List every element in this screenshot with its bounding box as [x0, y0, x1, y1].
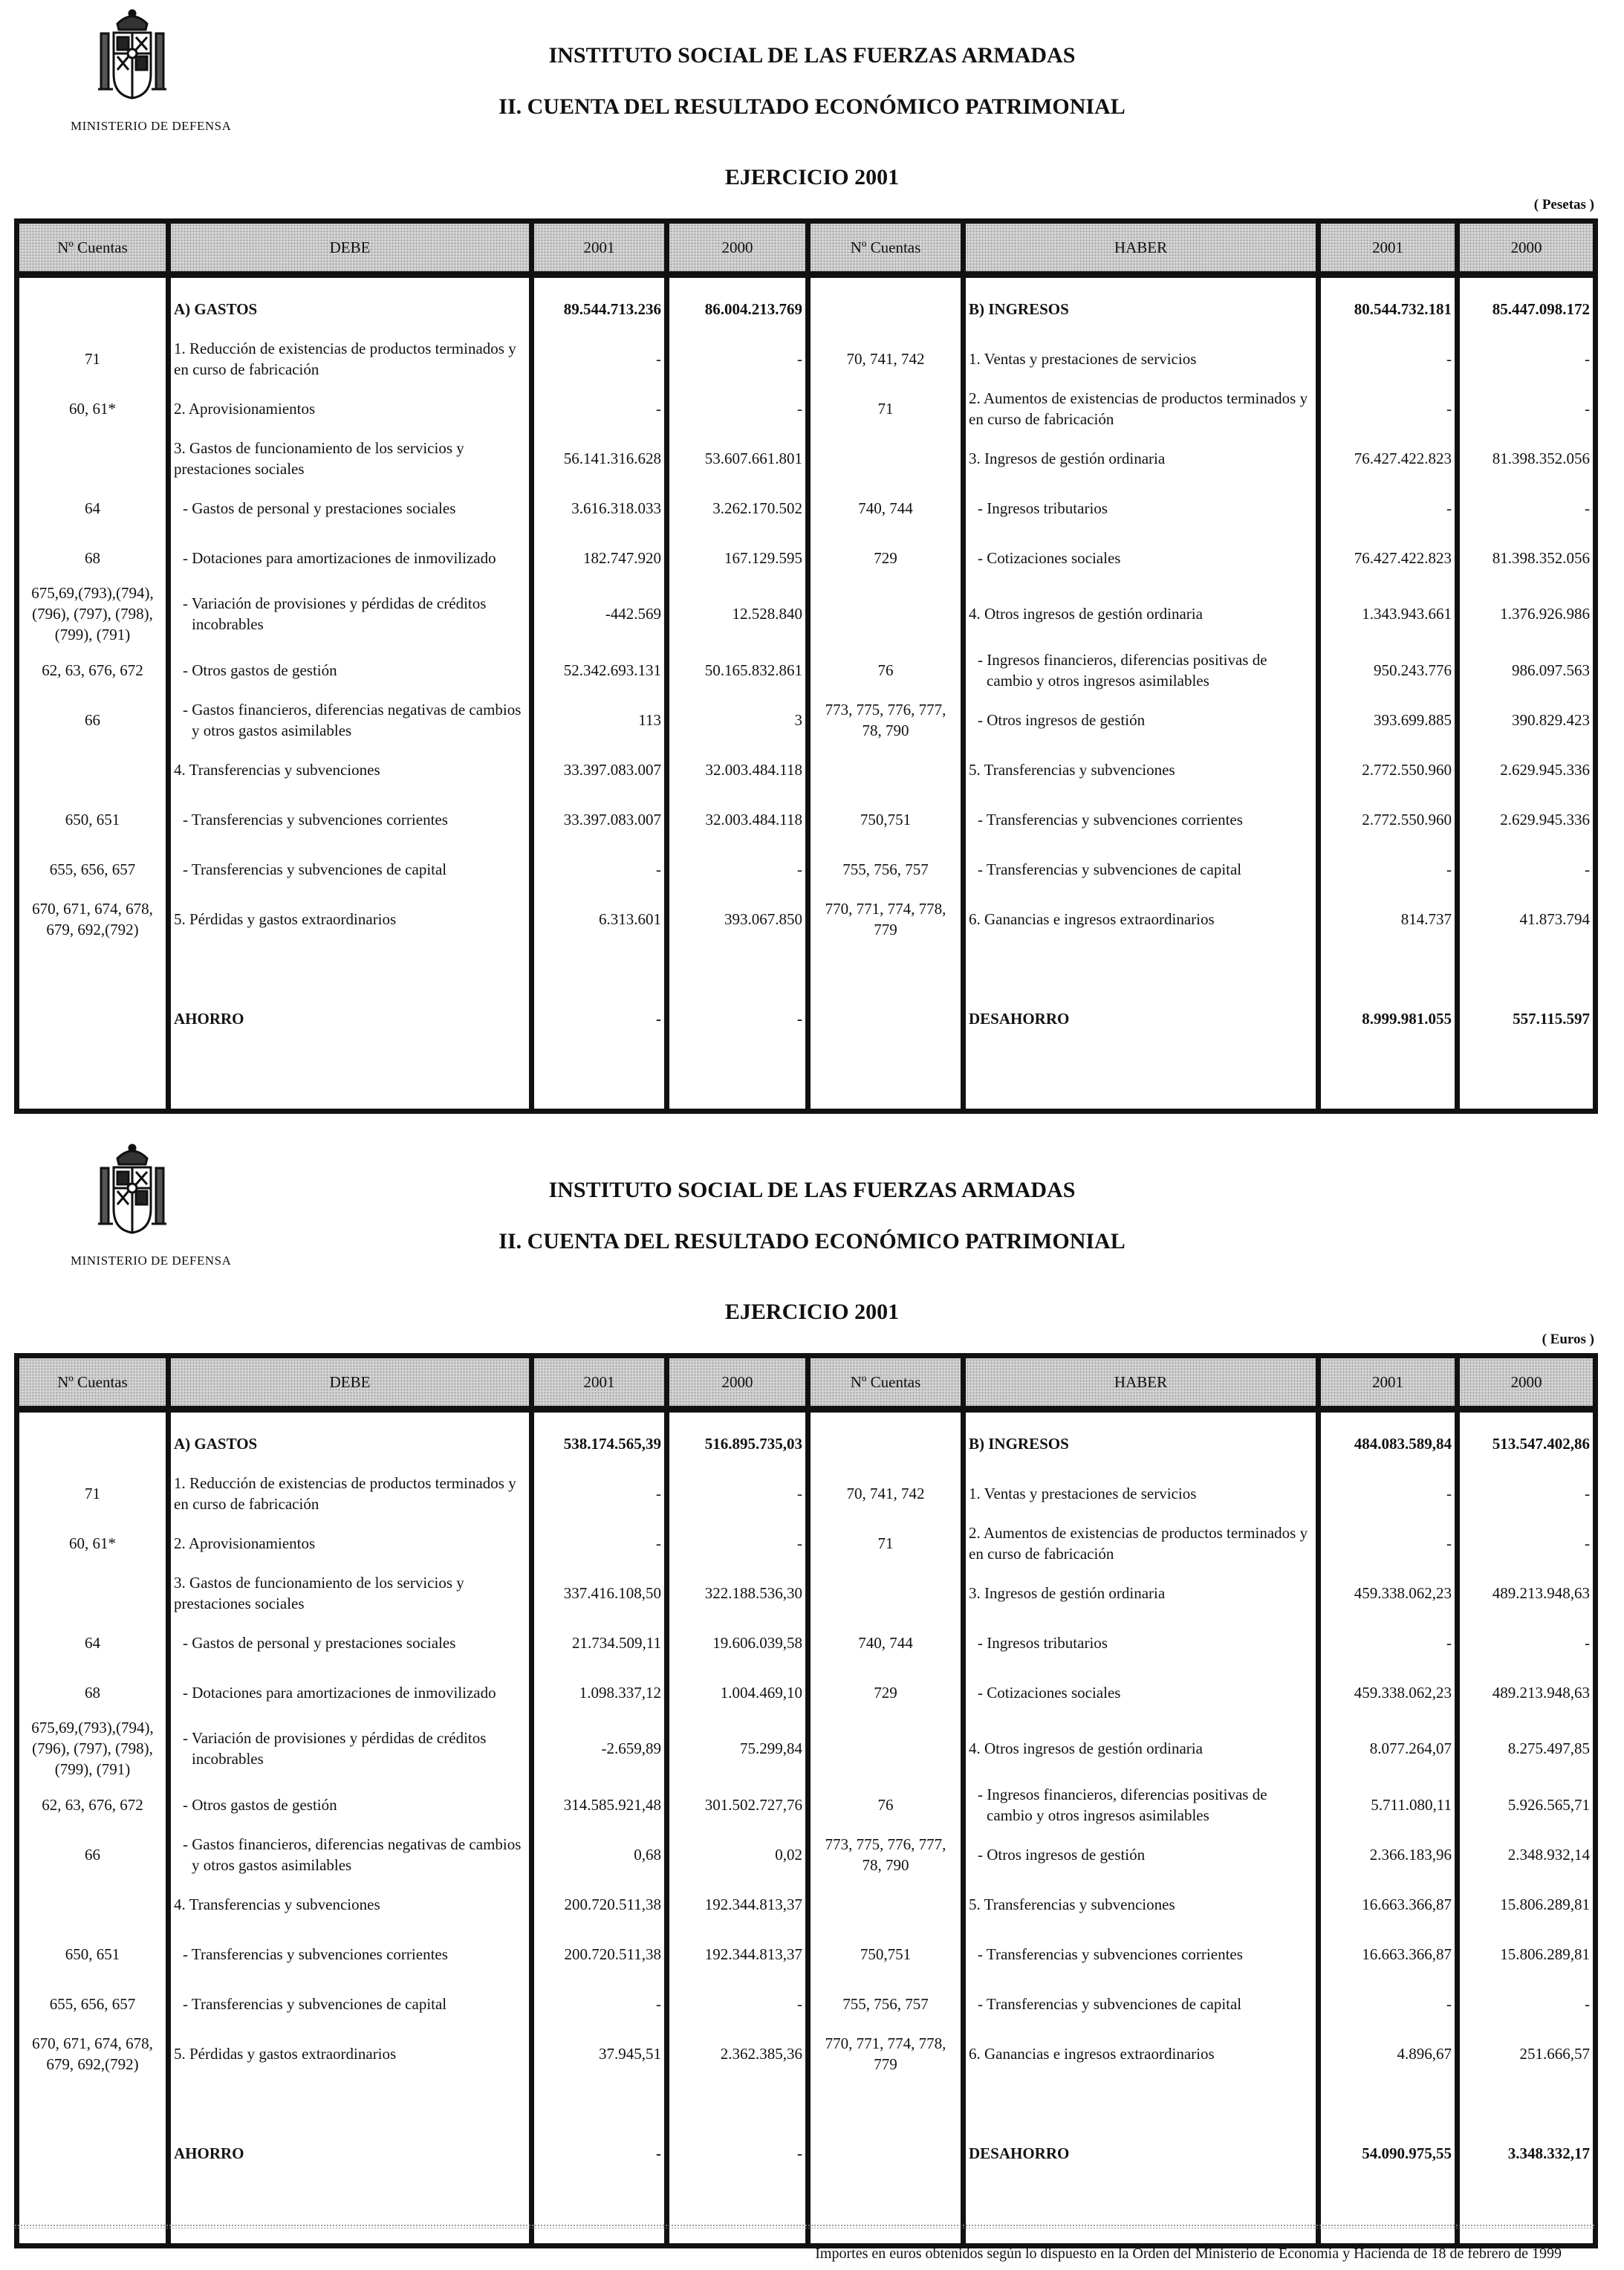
currency-unit: ( Pesetas )	[1533, 197, 1594, 213]
haber-2000-cell: 85.447.098.172	[1458, 275, 1596, 334]
haber-account-cell	[808, 433, 964, 483]
table-row	[17, 583, 1596, 645]
haber-concept-cell: - Ingresos financieros, diferencias positivas de cambio y otros ingresos asimilables	[964, 1780, 1319, 1829]
debe-concept-cell: - Variación de provisiones y pérdidas de créditos incobrables	[169, 583, 532, 645]
haber-account-cell: 755, 756, 757	[808, 844, 964, 894]
column-header: Nº Cuentas	[808, 221, 964, 275]
haber-concept-cell: - Transferencias y subvenciones de capital	[964, 1979, 1319, 2029]
haber-2000-cell: 489.213.948,63	[1458, 1568, 1596, 1618]
haber-2001-cell: -	[1319, 383, 1458, 433]
haber-account-cell: 76	[808, 645, 964, 695]
table-row	[17, 1717, 1596, 1780]
header-row	[17, 221, 1596, 275]
haber-2001-cell: 76.427.422.823	[1319, 433, 1458, 483]
debe-account-cell: 64	[85, 499, 100, 517]
haber-account-cell	[808, 745, 964, 794]
haber-2000-cell: 986.097.563	[1458, 645, 1596, 695]
debe-2001-cell: 337.416.108,50	[532, 1568, 667, 1618]
debe-2000-cell: -	[667, 2128, 808, 2178]
debe-2000-cell: -	[667, 1468, 808, 1518]
haber-2000-cell: -	[1458, 1518, 1596, 1568]
haber-concept-cell: - Transferencias y subvenciones de capital	[964, 844, 1319, 894]
results-table	[14, 218, 1598, 1114]
debe-account-cell: 66	[85, 710, 100, 729]
haber-account-cell: 770, 771, 774, 778, 779	[808, 2029, 964, 2078]
debe-concept-cell: A) GASTOS	[169, 275, 532, 334]
debe-account-cell: 68	[85, 548, 100, 567]
column-header: DEBE	[169, 221, 532, 275]
haber-concept-cell: 4. Otros ingresos de gestión ordinaria	[964, 1717, 1319, 1780]
debe-2001-cell: 1.098.337,12	[532, 1667, 667, 1717]
debe-account-cell	[17, 433, 169, 483]
haber-account-cell	[808, 1879, 964, 1929]
haber-2000-cell: 489.213.948,63	[1458, 1667, 1596, 1717]
haber-2001-cell: 8.077.264,07	[1319, 1717, 1458, 1780]
haber-account-cell: 755, 756, 757	[808, 1979, 964, 2029]
haber-account-cell: 740, 744	[808, 1618, 964, 1667]
haber-2000-cell: 1.376.926.986	[1458, 583, 1596, 645]
debe-2001-cell: 6.313.601	[532, 894, 667, 944]
haber-2000-cell: 5.926.565,71	[1458, 1780, 1596, 1829]
debe-concept-cell: - Otros gastos de gestión	[169, 1780, 532, 1829]
haber-concept-cell: 6. Ganancias e ingresos extraordinarios	[964, 894, 1319, 944]
debe-2000-cell: 0,02	[667, 1829, 808, 1879]
debe-account-cell	[17, 1879, 169, 1929]
column-header: 2000	[667, 221, 808, 275]
column-header: 2001	[532, 221, 667, 275]
haber-account-cell	[808, 583, 964, 645]
haber-2001-cell: 16.663.366,87	[1319, 1929, 1458, 1979]
statement-title: II. CUENTA DEL RESULTADO ECONÓMICO PATRIMONIAL	[498, 1229, 1126, 1254]
column-header: Nº Cuentas	[17, 221, 169, 275]
table-row	[17, 993, 1596, 1043]
table-row	[17, 1879, 1596, 1929]
haber-2001-cell: 2.366.183,96	[1319, 1829, 1458, 1879]
haber-2001-cell: -	[1319, 1468, 1458, 1518]
debe-account-cell	[17, 745, 169, 794]
debe-account-cell: 68	[85, 1683, 100, 1702]
debe-account-cell: 670, 671, 674, 678, 679, 692,(792)	[32, 2034, 153, 2073]
debe-2001-cell: 113	[532, 695, 667, 745]
debe-concept-cell: - Gastos financieros, diferencias negativas de cambios y otros gastos asimilables	[169, 1829, 532, 1879]
spacer-row	[17, 944, 1596, 993]
debe-2001-cell: 52.342.693.131	[532, 645, 667, 695]
haber-account-cell: 750,751	[808, 794, 964, 844]
debe-2000-cell: 167.129.595	[667, 533, 808, 583]
haber-2000-cell: 2.348.932,14	[1458, 1829, 1596, 1879]
haber-account-cell	[808, 2128, 964, 2178]
haber-concept-cell: 1. Ventas y prestaciones de servicios	[964, 1468, 1319, 1518]
debe-2000-cell: 32.003.484.118	[667, 745, 808, 794]
debe-2000-cell: -	[667, 844, 808, 894]
debe-concept-cell: 4. Transferencias y subvenciones	[169, 1879, 532, 1929]
column-header: Nº Cuentas	[17, 1356, 169, 1410]
debe-account-cell	[17, 1568, 169, 1618]
debe-concept-cell: - Transferencias y subvenciones de capital	[169, 1979, 532, 2029]
debe-2000-cell: 1.004.469,10	[667, 1667, 808, 1717]
debe-2001-cell: -	[532, 993, 667, 1043]
debe-2001-cell: 89.544.713.236	[532, 275, 667, 334]
header-row	[17, 1356, 1596, 1410]
haber-account-cell: 729	[808, 533, 964, 583]
table-row	[17, 645, 1596, 695]
haber-concept-cell: 6. Ganancias e ingresos extraordinarios	[964, 2029, 1319, 2078]
table-row	[17, 844, 1596, 894]
debe-2001-cell: 3.616.318.033	[532, 483, 667, 533]
haber-2000-cell: 15.806.289,81	[1458, 1879, 1596, 1929]
haber-2001-cell: 5.711.080,11	[1319, 1780, 1458, 1829]
table-row	[17, 383, 1596, 433]
haber-account-cell: 71	[808, 1518, 964, 1568]
haber-2000-cell: 8.275.497,85	[1458, 1717, 1596, 1780]
ministry-label: MINISTERIO DE DEFENSA	[71, 119, 232, 133]
debe-concept-cell: - Transferencias y subvenciones corrientes	[169, 1929, 532, 1979]
spacer-row	[17, 2078, 1596, 2128]
column-header: 2001	[1319, 1356, 1458, 1410]
haber-account-cell	[808, 1568, 964, 1618]
haber-2001-cell: 4.896,67	[1319, 2029, 1458, 2078]
debe-account-cell: 60, 61*	[69, 399, 116, 418]
haber-concept-cell: - Otros ingresos de gestión	[964, 1829, 1319, 1879]
debe-concept-cell: - Variación de provisiones y pérdidas de créditos incobrables	[169, 1717, 532, 1780]
debe-2001-cell: -	[532, 334, 667, 383]
haber-account-cell: 70, 741, 742	[808, 334, 964, 383]
debe-concept-cell: 1. Reducción de existencias de productos terminados y en curso de fabricación	[169, 334, 532, 383]
haber-2001-cell: -	[1319, 1979, 1458, 2029]
haber-account-cell	[808, 1410, 964, 1469]
debe-2000-cell: 322.188.536,30	[667, 1568, 808, 1618]
debe-2001-cell: 182.747.920	[532, 533, 667, 583]
table-row	[17, 1829, 1596, 1879]
debe-concept-cell: 2. Aprovisionamientos	[169, 383, 532, 433]
haber-account-cell: 750,751	[808, 1929, 964, 1979]
debe-account-cell: 675,69,(793),(794), (796), (797), (798), (799), (791)	[31, 1719, 154, 1778]
haber-concept-cell: B) INGRESOS	[964, 275, 1319, 334]
debe-2000-cell: -	[667, 993, 808, 1043]
table-row	[17, 483, 1596, 533]
debe-2001-cell: -	[532, 1979, 667, 2029]
debe-2001-cell: -	[532, 383, 667, 433]
results-table	[14, 1353, 1598, 2248]
debe-concept-cell: - Transferencias y subvenciones corrientes	[169, 794, 532, 844]
haber-2000-cell: 2.629.945.336	[1458, 745, 1596, 794]
haber-concept-cell: - Otros ingresos de gestión	[964, 695, 1319, 745]
haber-2000-cell: 513.547.402,86	[1458, 1410, 1596, 1469]
debe-2000-cell: -	[667, 334, 808, 383]
haber-account-cell	[808, 1717, 964, 1780]
debe-account-cell: 71	[85, 349, 100, 368]
haber-concept-cell: 2. Aumentos de existencias de productos terminados y en curso de fabricación	[964, 1518, 1319, 1568]
haber-concept-cell: 4. Otros ingresos de gestión ordinaria	[964, 583, 1319, 645]
column-header: 2001	[1319, 221, 1458, 275]
debe-2000-cell: 75.299,84	[667, 1717, 808, 1780]
debe-2000-cell: 192.344.813,37	[667, 1879, 808, 1929]
column-header: Nº Cuentas	[808, 1356, 964, 1410]
debe-concept-cell: AHORRO	[169, 2128, 532, 2178]
debe-2001-cell: -442.569	[532, 583, 667, 645]
haber-account-cell: 773, 775, 776, 777, 78, 790	[808, 695, 964, 745]
debe-2001-cell: 37.945,51	[532, 2029, 667, 2078]
debe-2001-cell: 200.720.511,38	[532, 1879, 667, 1929]
table-row	[17, 275, 1596, 334]
debe-concept-cell: - Dotaciones para amortizaciones de inmovilizado	[169, 1667, 532, 1717]
haber-2001-cell: -	[1319, 483, 1458, 533]
debe-2001-cell: 21.734.509,11	[532, 1618, 667, 1667]
haber-concept-cell: - Transferencias y subvenciones corrientes	[964, 1929, 1319, 1979]
haber-concept-cell: 2. Aumentos de existencias de productos terminados y en curso de fabricación	[964, 383, 1319, 433]
haber-2001-cell: 484.083.589,84	[1319, 1410, 1458, 1469]
haber-account-cell: 773, 775, 776, 777, 78, 790	[808, 1829, 964, 1879]
debe-account-cell: 60, 61*	[69, 1534, 116, 1552]
debe-2000-cell: 19.606.039,58	[667, 1618, 808, 1667]
haber-2001-cell: 76.427.422.823	[1319, 533, 1458, 583]
haber-concept-cell: 3. Ingresos de gestión ordinaria	[964, 1568, 1319, 1618]
column-header: 2000	[1458, 1356, 1596, 1410]
table-row	[17, 1568, 1596, 1618]
haber-concept-cell: 3. Ingresos de gestión ordinaria	[964, 433, 1319, 483]
haber-2001-cell: 459.338.062,23	[1319, 1667, 1458, 1717]
debe-2000-cell: -	[667, 1518, 808, 1568]
debe-2001-cell: 33.397.083.007	[532, 745, 667, 794]
debe-concept-cell: 1. Reducción de existencias de productos terminados y en curso de fabricación	[169, 1468, 532, 1518]
debe-2001-cell: -	[532, 844, 667, 894]
table-row	[17, 2128, 1596, 2178]
debe-account-cell: 64	[85, 1633, 100, 1652]
haber-2000-cell: 81.398.352.056	[1458, 533, 1596, 583]
haber-2001-cell: 814.737	[1319, 894, 1458, 944]
exercise-title: EJERCICIO 2001	[724, 165, 900, 189]
table-row	[17, 433, 1596, 483]
debe-2001-cell: -	[532, 2128, 667, 2178]
debe-concept-cell: - Otros gastos de gestión	[169, 645, 532, 695]
haber-2000-cell: 251.666,57	[1458, 2029, 1596, 2078]
table-row	[17, 745, 1596, 794]
haber-2000-cell: -	[1458, 1618, 1596, 1667]
haber-2001-cell: -	[1319, 844, 1458, 894]
debe-2000-cell: 3.262.170.502	[667, 483, 808, 533]
footer-note: Importes en euros obtenidos según lo dispuesto en la Orden del Ministerio de Economía y Hacienda de 18 de febrero de 1999	[815, 2245, 1562, 2262]
haber-account-cell: 70, 741, 742	[808, 1468, 964, 1518]
institute-title: INSTITUTO SOCIAL DE LAS FUERZAS ARMADAS	[548, 1178, 1076, 1202]
debe-2000-cell: 393.067.850	[667, 894, 808, 944]
haber-2001-cell: 459.338.062,23	[1319, 1568, 1458, 1618]
table-row	[17, 334, 1596, 383]
haber-concept-cell: - Cotizaciones sociales	[964, 1667, 1319, 1717]
column-header: 2000	[1458, 221, 1596, 275]
debe-2001-cell: 33.397.083.007	[532, 794, 667, 844]
haber-concept-cell: 1. Ventas y prestaciones de servicios	[964, 334, 1319, 383]
institute-title: INSTITUTO SOCIAL DE LAS FUERZAS ARMADAS	[548, 43, 1076, 68]
debe-concept-cell: 5. Pérdidas y gastos extraordinarios	[169, 2029, 532, 2078]
debe-concept-cell: - Gastos financieros, diferencias negativas de cambios y otros gastos asimilables	[169, 695, 532, 745]
ministry-label: MINISTERIO DE DEFENSA	[71, 1254, 232, 1268]
haber-2000-cell: 557.115.597	[1458, 993, 1596, 1043]
haber-2000-cell: 41.873.794	[1458, 894, 1596, 944]
debe-account-cell: 71	[85, 1484, 100, 1502]
debe-2000-cell: 86.004.213.769	[667, 275, 808, 334]
haber-2001-cell: 80.544.732.181	[1319, 275, 1458, 334]
table-row	[17, 1518, 1596, 1568]
haber-concept-cell: - Ingresos tributarios	[964, 1618, 1319, 1667]
haber-account-cell	[808, 275, 964, 334]
haber-2001-cell: 16.663.366,87	[1319, 1879, 1458, 1929]
haber-concept-cell: - Ingresos tributarios	[964, 483, 1319, 533]
debe-concept-cell: - Gastos de personal y prestaciones sociales	[169, 1618, 532, 1667]
haber-account-cell: 76	[808, 1780, 964, 1829]
table-row	[17, 2029, 1596, 2078]
spacer-row	[17, 2178, 1596, 2246]
debe-concept-cell: - Dotaciones para amortizaciones de inmovilizado	[169, 533, 532, 583]
debe-concept-cell: AHORRO	[169, 993, 532, 1043]
haber-2000-cell: 81.398.352.056	[1458, 433, 1596, 483]
debe-concept-cell: - Transferencias y subvenciones de capital	[169, 844, 532, 894]
haber-2000-cell: -	[1458, 483, 1596, 533]
table-row	[17, 794, 1596, 844]
debe-concept-cell: 3. Gastos de funcionamiento de los servicios y prestaciones sociales	[169, 1568, 532, 1618]
haber-account-cell	[808, 993, 964, 1043]
debe-concept-cell: A) GASTOS	[169, 1410, 532, 1469]
debe-2000-cell: 516.895.735,03	[667, 1410, 808, 1469]
table-row	[17, 695, 1596, 745]
haber-2000-cell: -	[1458, 844, 1596, 894]
haber-2000-cell: -	[1458, 334, 1596, 383]
debe-account-cell: 655, 656, 657	[49, 860, 136, 878]
haber-2001-cell: -	[1319, 334, 1458, 383]
haber-concept-cell: - Transferencias y subvenciones corrientes	[964, 794, 1319, 844]
debe-account-cell: 650, 651	[65, 1945, 120, 1963]
haber-concept-cell: - Ingresos financieros, diferencias positivas de cambio y otros ingresos asimilables	[964, 645, 1319, 695]
debe-2000-cell: -	[667, 1979, 808, 2029]
debe-concept-cell: 2. Aprovisionamientos	[169, 1518, 532, 1568]
haber-2001-cell: 2.772.550.960	[1319, 745, 1458, 794]
debe-2000-cell: 12.528.840	[667, 583, 808, 645]
table-row	[17, 533, 1596, 583]
haber-concept-cell: DESAHORRO	[964, 993, 1319, 1043]
haber-concept-cell: 5. Transferencias y subvenciones	[964, 1879, 1319, 1929]
debe-2001-cell: -	[532, 1468, 667, 1518]
debe-concept-cell: 3. Gastos de funcionamiento de los servicios y prestaciones sociales	[169, 433, 532, 483]
haber-2000-cell: 390.829.423	[1458, 695, 1596, 745]
debe-concept-cell: 5. Pérdidas y gastos extraordinarios	[169, 894, 532, 944]
debe-2000-cell: 301.502.727,76	[667, 1780, 808, 1829]
currency-unit: ( Euros )	[1542, 1332, 1594, 1347]
column-header: DEBE	[169, 1356, 532, 1410]
debe-account-cell: 670, 671, 674, 678, 679, 692,(792)	[32, 899, 153, 938]
table-row	[17, 1410, 1596, 1469]
debe-account-cell	[17, 1410, 169, 1469]
debe-account-cell	[17, 993, 169, 1043]
debe-account-cell: 66	[85, 1845, 100, 1864]
debe-concept-cell: - Gastos de personal y prestaciones sociales	[169, 483, 532, 533]
debe-account-cell	[17, 2128, 169, 2178]
debe-2001-cell: 56.141.316.628	[532, 433, 667, 483]
haber-account-cell: 71	[808, 383, 964, 433]
spacer-row	[17, 1043, 1596, 1112]
haber-2001-cell: 54.090.975,55	[1319, 2128, 1458, 2178]
debe-account-cell: 675,69,(793),(794), (796), (797), (798), (799), (791)	[31, 584, 154, 643]
column-header: 2000	[667, 1356, 808, 1410]
debe-account-cell: 62, 63, 676, 672	[42, 1795, 143, 1814]
debe-2001-cell: 314.585.921,48	[532, 1780, 667, 1829]
haber-concept-cell: 5. Transferencias y subvenciones	[964, 745, 1319, 794]
debe-concept-cell: 4. Transferencias y subvenciones	[169, 745, 532, 794]
debe-2000-cell: 50.165.832.861	[667, 645, 808, 695]
debe-2000-cell: 2.362.385,36	[667, 2029, 808, 2078]
column-header: HABER	[964, 1356, 1319, 1410]
debe-2001-cell: 200.720.511,38	[532, 1929, 667, 1979]
haber-concept-cell: B) INGRESOS	[964, 1410, 1319, 1469]
debe-2000-cell: 192.344.813,37	[667, 1929, 808, 1979]
debe-2001-cell: -2.659,89	[532, 1717, 667, 1780]
haber-account-cell: 770, 771, 774, 778, 779	[808, 894, 964, 944]
exercise-title: EJERCICIO 2001	[724, 1300, 900, 1324]
haber-2001-cell: 393.699.885	[1319, 695, 1458, 745]
debe-account-cell: 62, 63, 676, 672	[42, 661, 143, 679]
debe-2000-cell: -	[667, 383, 808, 433]
haber-2001-cell: -	[1319, 1518, 1458, 1568]
column-header: 2001	[532, 1356, 667, 1410]
debe-2001-cell: 538.174.565,39	[532, 1410, 667, 1469]
table-row	[17, 1780, 1596, 1829]
column-header: HABER	[964, 221, 1319, 275]
debe-account-cell: 650, 651	[65, 810, 120, 828]
haber-2000-cell: 15.806.289,81	[1458, 1929, 1596, 1979]
table-row	[17, 1979, 1596, 2029]
haber-2000-cell: -	[1458, 1979, 1596, 2029]
statement-title: II. CUENTA DEL RESULTADO ECONÓMICO PATRIMONIAL	[498, 94, 1126, 119]
haber-account-cell: 740, 744	[808, 483, 964, 533]
debe-2001-cell: 0,68	[532, 1829, 667, 1879]
haber-2001-cell: 950.243.776	[1319, 645, 1458, 695]
haber-2001-cell: -	[1319, 1618, 1458, 1667]
debe-2000-cell: 32.003.484.118	[667, 794, 808, 844]
haber-2001-cell: 1.343.943.661	[1319, 583, 1458, 645]
haber-2000-cell: -	[1458, 383, 1596, 433]
haber-concept-cell: DESAHORRO	[964, 2128, 1319, 2178]
haber-2000-cell: 3.348.332,17	[1458, 2128, 1596, 2178]
bottom-rule	[14, 2224, 1596, 2228]
table-row	[17, 1618, 1596, 1667]
haber-concept-cell: - Cotizaciones sociales	[964, 533, 1319, 583]
debe-account-cell	[17, 275, 169, 334]
haber-2001-cell: 8.999.981.055	[1319, 993, 1458, 1043]
debe-2001-cell: -	[532, 1518, 667, 1568]
debe-2000-cell: 53.607.661.801	[667, 433, 808, 483]
debe-account-cell: 655, 656, 657	[49, 1994, 136, 2013]
table-row	[17, 894, 1596, 944]
debe-2000-cell: 3	[667, 695, 808, 745]
table-row	[17, 1468, 1596, 1518]
table-row	[17, 1667, 1596, 1717]
haber-2000-cell: 2.629.945.336	[1458, 794, 1596, 844]
haber-account-cell: 729	[808, 1667, 964, 1717]
haber-2001-cell: 2.772.550.960	[1319, 794, 1458, 844]
table-row	[17, 1929, 1596, 1979]
haber-2000-cell: -	[1458, 1468, 1596, 1518]
